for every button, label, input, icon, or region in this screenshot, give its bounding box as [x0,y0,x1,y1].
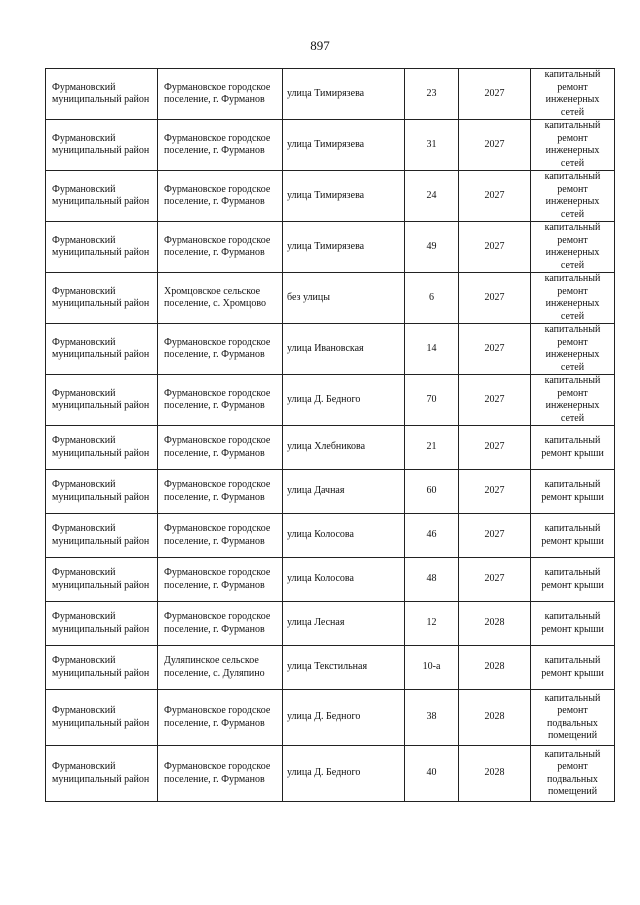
work-type-cell: капитальный ремонт подвальных помещений [531,690,615,746]
year-cell: 2027 [459,514,531,558]
table-row [46,375,615,426]
settlement-cell: Фурмановское городское поселение, г. Фурманов [158,426,283,470]
year-cell: 2028 [459,646,531,690]
house-number-cell: 40 [405,746,459,802]
work-type-cell: капитальный ремонт крыши [531,558,615,602]
year-cell: 2028 [459,602,531,646]
district-cell: Фурмановский муниципальный район [46,171,158,222]
table-row [46,746,615,802]
year-cell: 2027 [459,222,531,273]
work-type-cell: капитальный ремонт подвальных помещений [531,746,615,802]
table-row [46,120,615,171]
street-cell: улица Тимирязева [283,69,405,120]
year-cell: 2028 [459,746,531,802]
year-cell: 2027 [459,426,531,470]
settlement-cell: Фурмановское городское поселение, г. Фурманов [158,470,283,514]
work-type-cell: капитальный ремонт крыши [531,514,615,558]
settlement-cell: Хромцовское сельское поселение, с. Хромцово [158,273,283,324]
table-row [46,222,615,273]
settlement-cell: Фурмановское городское поселение, г. Фурманов [158,690,283,746]
table-row [46,690,615,746]
street-cell: улица Хлебникова [283,426,405,470]
street-cell: улица Колосова [283,514,405,558]
district-cell: Фурмановский муниципальный район [46,690,158,746]
house-number-cell: 46 [405,514,459,558]
house-number-cell: 10-а [405,646,459,690]
year-cell: 2027 [459,558,531,602]
table-row [46,558,615,602]
house-number-cell: 6 [405,273,459,324]
house-number-cell: 12 [405,602,459,646]
house-number-cell: 23 [405,69,459,120]
page-number: 897 [310,38,330,53]
street-cell: улица Д. Бедного [283,690,405,746]
district-cell: Фурмановский муниципальный район [46,69,158,120]
table-row [46,646,615,690]
street-cell: без улицы [283,273,405,324]
year-cell: 2027 [459,273,531,324]
table-row [46,273,615,324]
district-cell: Фурмановский муниципальный район [46,646,158,690]
house-number-cell: 24 [405,171,459,222]
district-cell: Фурмановский муниципальный район [46,273,158,324]
street-cell: улица Ивановская [283,324,405,375]
settlement-cell: Фурмановское городское поселение, г. Фурманов [158,171,283,222]
work-type-cell: капитальный ремонт инженерных сетей [531,375,615,426]
house-number-cell: 21 [405,426,459,470]
settlement-cell: Фурмановское городское поселение, г. Фурманов [158,746,283,802]
district-cell: Фурмановский муниципальный район [46,558,158,602]
year-cell: 2027 [459,69,531,120]
settlement-cell: Фурмановское городское поселение, г. Фурманов [158,69,283,120]
settlement-cell: Фурмановское городское поселение, г. Фурманов [158,222,283,273]
district-cell: Фурмановский муниципальный район [46,602,158,646]
work-type-cell: капитальный ремонт инженерных сетей [531,171,615,222]
settlement-cell: Фурмановское городское поселение, г. Фурманов [158,602,283,646]
table-row [46,514,615,558]
year-cell: 2027 [459,375,531,426]
repair-schedule-table [45,68,615,802]
table-row [46,69,615,120]
table-row [46,426,615,470]
street-cell: улица Д. Бедного [283,375,405,426]
year-cell: 2027 [459,120,531,171]
district-cell: Фурмановский муниципальный район [46,375,158,426]
year-cell: 2027 [459,171,531,222]
house-number-cell: 14 [405,324,459,375]
district-cell: Фурмановский муниципальный район [46,222,158,273]
street-cell: улица Лесная [283,602,405,646]
house-number-cell: 49 [405,222,459,273]
house-number-cell: 60 [405,470,459,514]
table-row [46,324,615,375]
work-type-cell: капитальный ремонт крыши [531,470,615,514]
year-cell: 2027 [459,324,531,375]
year-cell: 2027 [459,470,531,514]
street-cell: улица Тимирязева [283,222,405,273]
work-type-cell: капитальный ремонт инженерных сетей [531,69,615,120]
work-type-cell: капитальный ремонт крыши [531,602,615,646]
district-cell: Фурмановский муниципальный район [46,426,158,470]
district-cell: Фурмановский муниципальный район [46,746,158,802]
house-number-cell: 38 [405,690,459,746]
settlement-cell: Фурмановское городское поселение, г. Фурманов [158,514,283,558]
district-cell: Фурмановский муниципальный район [46,324,158,375]
table-row [46,602,615,646]
house-number-cell: 70 [405,375,459,426]
settlement-cell: Фурмановское городское поселение, г. Фурманов [158,375,283,426]
district-cell: Фурмановский муниципальный район [46,514,158,558]
district-cell: Фурмановский муниципальный район [46,470,158,514]
work-type-cell: капитальный ремонт крыши [531,646,615,690]
street-cell: улица Дачная [283,470,405,514]
work-type-cell: капитальный ремонт инженерных сетей [531,324,615,375]
street-cell: улица Текстильная [283,646,405,690]
work-type-cell: капитальный ремонт инженерных сетей [531,120,615,171]
work-type-cell: капитальный ремонт инженерных сетей [531,222,615,273]
work-type-cell: капитальный ремонт инженерных сетей [531,273,615,324]
work-type-cell: капитальный ремонт крыши [531,426,615,470]
settlement-cell: Фурмановское городское поселение, г. Фурманов [158,324,283,375]
settlement-cell: Фурмановское городское поселение, г. Фурманов [158,558,283,602]
house-number-cell: 31 [405,120,459,171]
year-cell: 2028 [459,690,531,746]
table-row [46,470,615,514]
table-row [46,171,615,222]
district-cell: Фурмановский муниципальный район [46,120,158,171]
street-cell: улица Д. Бедного [283,746,405,802]
street-cell: улица Колосова [283,558,405,602]
house-number-cell: 48 [405,558,459,602]
settlement-cell: Дуляпинское сельское поселение, с. Дуляпино [158,646,283,690]
street-cell: улица Тимирязева [283,171,405,222]
street-cell: улица Тимирязева [283,120,405,171]
settlement-cell: Фурмановское городское поселение, г. Фурманов [158,120,283,171]
